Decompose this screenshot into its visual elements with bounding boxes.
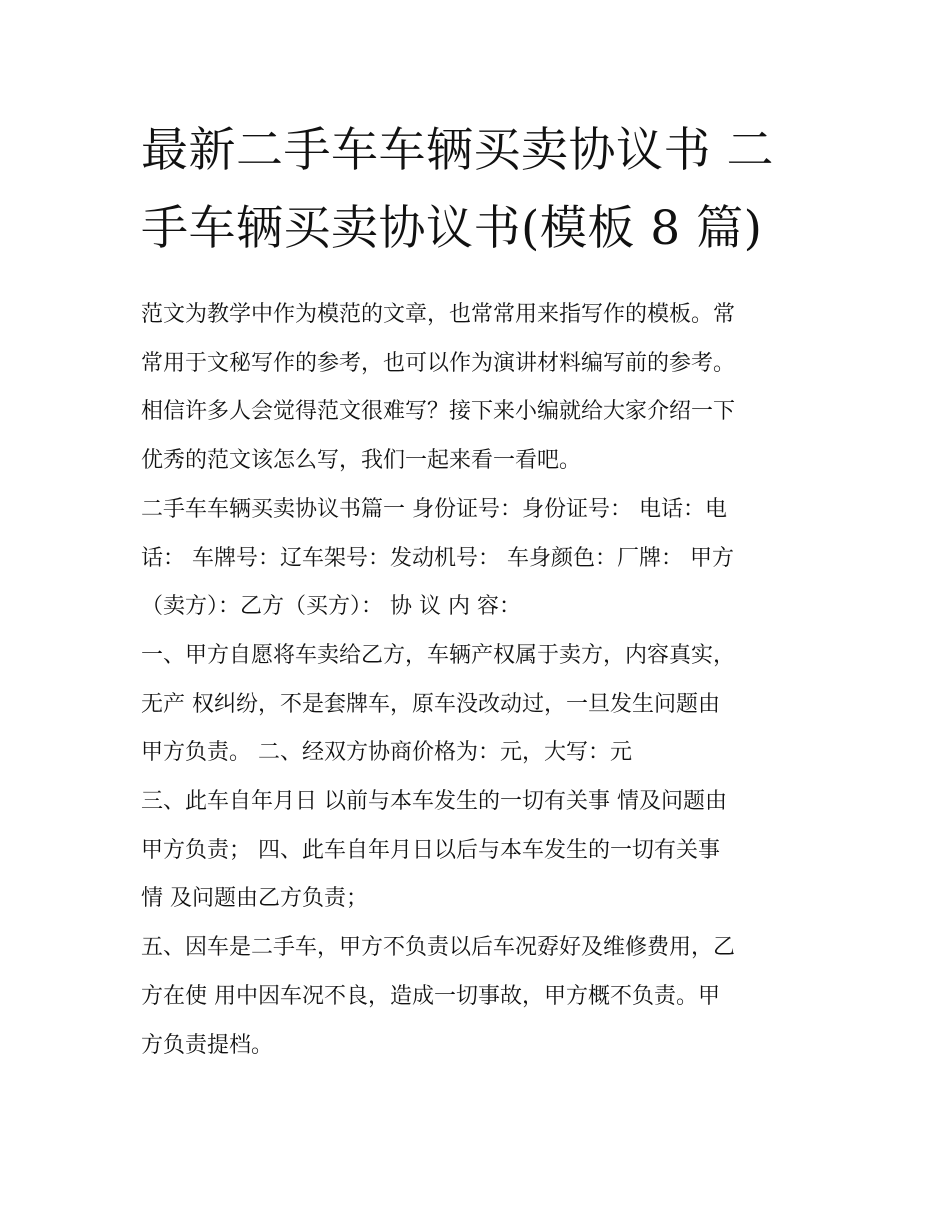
text-line: 二手车车辆买卖协议书篇一 身份证号：身份证号： 电话：电 bbox=[141, 496, 727, 522]
clause-one-two-paragraph bbox=[141, 632, 813, 778]
title-line: 手车辆买卖协议书(模板 8 篇) bbox=[141, 201, 763, 256]
text-line: 甲方负责。 二、经双方协商价格为：元，大写：元 bbox=[141, 740, 632, 766]
clause-five-paragraph bbox=[141, 924, 813, 1070]
text-line: 无产 权纠纷，不是套牌车，原车没改动过，一旦发生问题由 bbox=[141, 691, 720, 717]
title-line: 最新二手车车辆买卖协议书 二 bbox=[141, 123, 774, 178]
text-line: 情 及问题由乙方负责； bbox=[141, 886, 368, 912]
text-line: 优秀的范文该怎么写，我们一起来看一看吧。 bbox=[141, 448, 582, 474]
document-title bbox=[141, 112, 813, 268]
text-line: 相信许多人会觉得范文很难写？接下来小编就给大家介绍一下 bbox=[141, 399, 736, 425]
text-line: 甲方负责； 四、此车自年月日以后与本车发生的一切有关事 bbox=[141, 837, 720, 863]
agreement-header-paragraph bbox=[141, 486, 813, 632]
text-line: 一、甲方自愿将车卖给乙方，车辆产权属于卖方，内容真实， bbox=[141, 642, 736, 668]
clause-three-four-paragraph bbox=[141, 778, 813, 924]
text-line: 常用于文秘写作的参考，也可以作为演讲材料编写前的参考。 bbox=[141, 350, 736, 376]
intro-paragraph bbox=[141, 291, 813, 486]
text-line: （卖方）：乙方（买方）： 协 议 内 容： bbox=[141, 594, 521, 620]
text-line: 范文为教学中作为模范的文章，也常常用来指写作的模板。常 bbox=[141, 302, 736, 327]
text-line: 方在使 用中因车况不良，造成一切事故，甲方概不负责。甲 bbox=[141, 983, 720, 1009]
text-line: 五、因车是二手车，甲方不负责以后车况孬好及维修费用，乙 bbox=[141, 935, 736, 961]
text-line: 话： 车牌号：辽车架号：发动机号： 车身颜色：厂牌： 甲方 bbox=[141, 545, 734, 571]
text-line: 方负责提档。 bbox=[141, 1032, 274, 1058]
document-body bbox=[141, 112, 813, 1070]
text-line: 三、此车自年月日 以前与本车发生的一切有关事 情及问题由 bbox=[141, 789, 727, 815]
